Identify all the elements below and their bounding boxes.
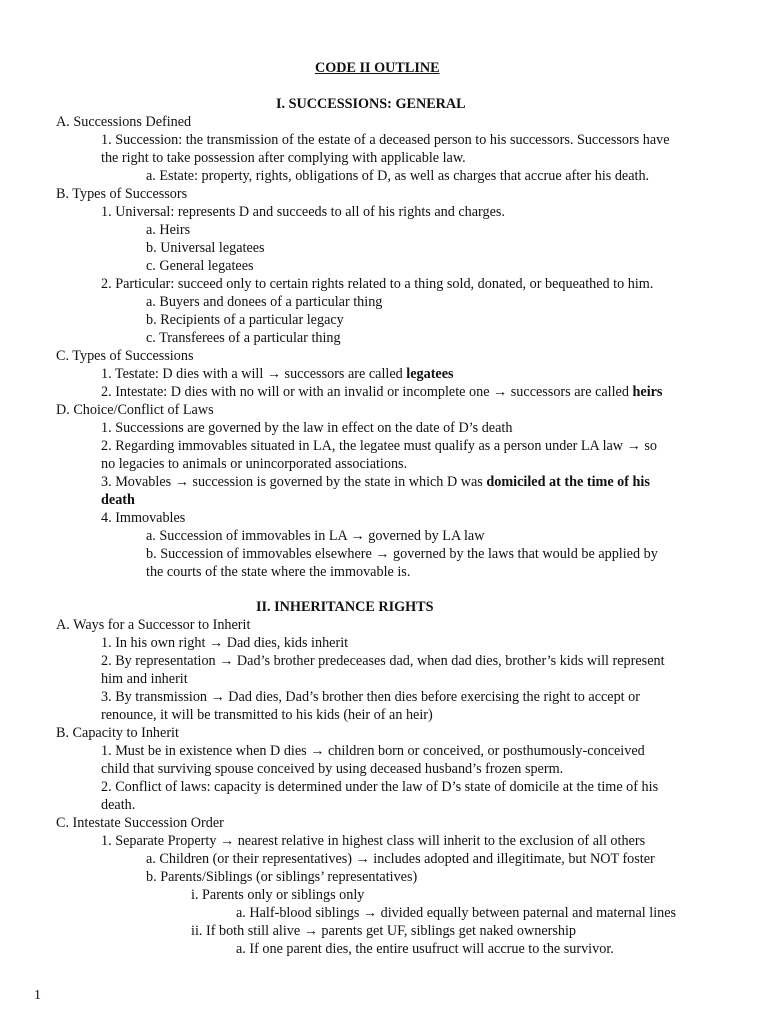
outline-line (101, 131, 670, 149)
line-text: 2. Intestate: D dies with no will or with an invalid or incomplete one → successors are called (101, 384, 633, 400)
outline-line (56, 724, 179, 742)
line-text: a. Half-blood siblings → divided equally between paternal and maternal lines (236, 905, 677, 921)
line-text: C. Intestate Succession Order (56, 815, 224, 831)
outline-line (101, 365, 454, 383)
outline-line (101, 652, 665, 670)
section-heading (276, 95, 466, 113)
line-text: a. Estate: property, rights, obligations of D, as well as charges that accrue after his death. (146, 168, 650, 184)
outline-line (101, 437, 657, 455)
line-text: 1. Testate: D dies with a will → successors are called (101, 366, 407, 382)
line-text: a. Heirs (146, 222, 191, 238)
line-text: a. Buyers and donees of a particular thing (146, 294, 383, 310)
outline-line (101, 670, 188, 688)
line-text: I. SUCCESSIONS: GENERAL (276, 96, 466, 112)
line-text: b. Universal legatees (146, 240, 265, 256)
outline-line (101, 149, 466, 167)
line-text: 1. Succession: the transmission of the estate of a deceased person to his successors. Successors have (101, 132, 670, 148)
bold-term: death (101, 492, 135, 508)
outline-line (101, 203, 505, 221)
line-text: b. Parents/Siblings (or siblings’ representatives) (146, 869, 418, 885)
line-text: 2. By representation → Dad’s brother predeceases dad, when dad dies, brother’s kids will represent (101, 653, 665, 669)
outline-line (101, 688, 640, 706)
outline-line (146, 868, 417, 886)
outline-line (146, 311, 344, 329)
outline-line (146, 167, 649, 185)
line-text: ii. If both still alive → parents get UF, siblings get naked ownership (191, 923, 577, 939)
line-text: A. Ways for a Successor to Inherit (56, 617, 251, 633)
outline-line (56, 814, 224, 832)
bold-term: legatees (406, 366, 454, 382)
outline-line (101, 760, 563, 778)
line-text: 2. Regarding immovables situated in LA, the legatee must qualify as a person under LA law → so (101, 438, 657, 454)
line-text: a. Succession of immovables in LA → governed by LA law (146, 528, 485, 544)
outline-line (101, 742, 645, 760)
line-text: c. Transferees of a particular thing (146, 330, 341, 346)
outline-line (146, 329, 341, 347)
outline-line (101, 509, 185, 527)
line-text: D. Choice/Conflict of Laws (56, 402, 214, 418)
outline-line (101, 634, 348, 652)
outline-line (56, 185, 187, 203)
outline-line (146, 293, 382, 311)
outline-line (56, 113, 191, 131)
outline-line (101, 383, 662, 401)
outline-line (56, 347, 193, 365)
line-text: death. (101, 797, 136, 813)
outline-line (146, 563, 410, 581)
line-text: 1. Separate Property → nearest relative in highest class will inherit to the exclusion of all others (101, 833, 646, 849)
outline-line (101, 455, 407, 473)
line-text: no legacies to animals or unincorporated associations. (101, 456, 408, 472)
outline-line (191, 886, 364, 904)
outline-line (191, 922, 576, 940)
line-text: 2. Particular: succeed only to certain rights related to a thing sold, donated, or bequeathed to him. (101, 276, 654, 292)
line-text: B. Capacity to Inherit (56, 725, 179, 741)
outline-line (101, 473, 650, 491)
bold-term: heirs (632, 384, 663, 400)
line-text: 1. Successions are governed by the law in effect on the date of D’s death (101, 420, 513, 436)
outline-line (101, 275, 653, 293)
line-text: the right to take possession after complying with applicable law. (101, 150, 466, 166)
line-text: 1. Must be in existence when D dies → children born or conceived, or posthumously-conceived (101, 743, 645, 759)
line-text: c. General legatees (146, 258, 254, 274)
outline-line (146, 257, 254, 275)
line-text: the courts of the state where the immovable is. (146, 564, 411, 580)
line-text: b. Succession of immovables elsewhere → governed by the laws that would be applied by (146, 546, 658, 562)
line-text: a. Children (or their representatives) → includes adopted and illegitimate, but NOT foster (146, 851, 655, 867)
outline-line (236, 940, 614, 958)
line-text: B. Types of Successors (56, 186, 188, 202)
outline-line (101, 419, 512, 437)
line-text: child that surviving spouse conceived by using deceased husband’s frozen sperm. (101, 761, 564, 777)
outline-line (146, 850, 655, 868)
line-text: b. Recipients of a particular legacy (146, 312, 344, 328)
document-title: CODE II OUTLINE (315, 60, 440, 76)
outline-line (101, 778, 658, 796)
line-text: II. INHERITANCE RIGHTS (256, 599, 434, 615)
outline-line (146, 527, 484, 545)
outline-line (56, 616, 250, 634)
line-text: i. Parents only or siblings only (191, 887, 365, 903)
line-text: a. If one parent dies, the entire usufruct will accrue to the survivor. (236, 941, 614, 957)
line-text: 4. Immovables (101, 510, 186, 526)
line-text: renounce, it will be transmitted to his kids (heir of an heir) (101, 707, 433, 723)
outline-line (146, 545, 658, 563)
line-text: 2. Conflict of laws: capacity is determined under the law of D’s state of domicile at the time of his (101, 779, 659, 795)
line-text: A. Successions Defined (56, 114, 192, 130)
line-text: C. Types of Successions (56, 348, 194, 364)
outline-line (101, 796, 135, 814)
section-heading (256, 598, 434, 616)
bold-term: domiciled at the time of his (486, 474, 650, 490)
line-text: 1. Universal: represents D and succeeds to all of his rights and charges. (101, 204, 505, 220)
outline-line (146, 239, 265, 257)
outline-line (101, 491, 135, 509)
outline-line (101, 706, 433, 724)
outline-line (101, 832, 645, 850)
outline-line (146, 221, 190, 239)
line-text: 3. Movables → succession is governed by the state in which D was (101, 474, 487, 490)
outline-line (56, 401, 214, 419)
page-number: 1 (34, 988, 41, 1003)
line-text: 1. In his own right → Dad dies, kids inherit (101, 635, 349, 651)
line-text: 3. By transmission → Dad dies, Dad’s brother then dies before exercising the right to accept or (101, 689, 640, 705)
line-text: him and inherit (101, 671, 188, 687)
outline-line (236, 904, 676, 922)
